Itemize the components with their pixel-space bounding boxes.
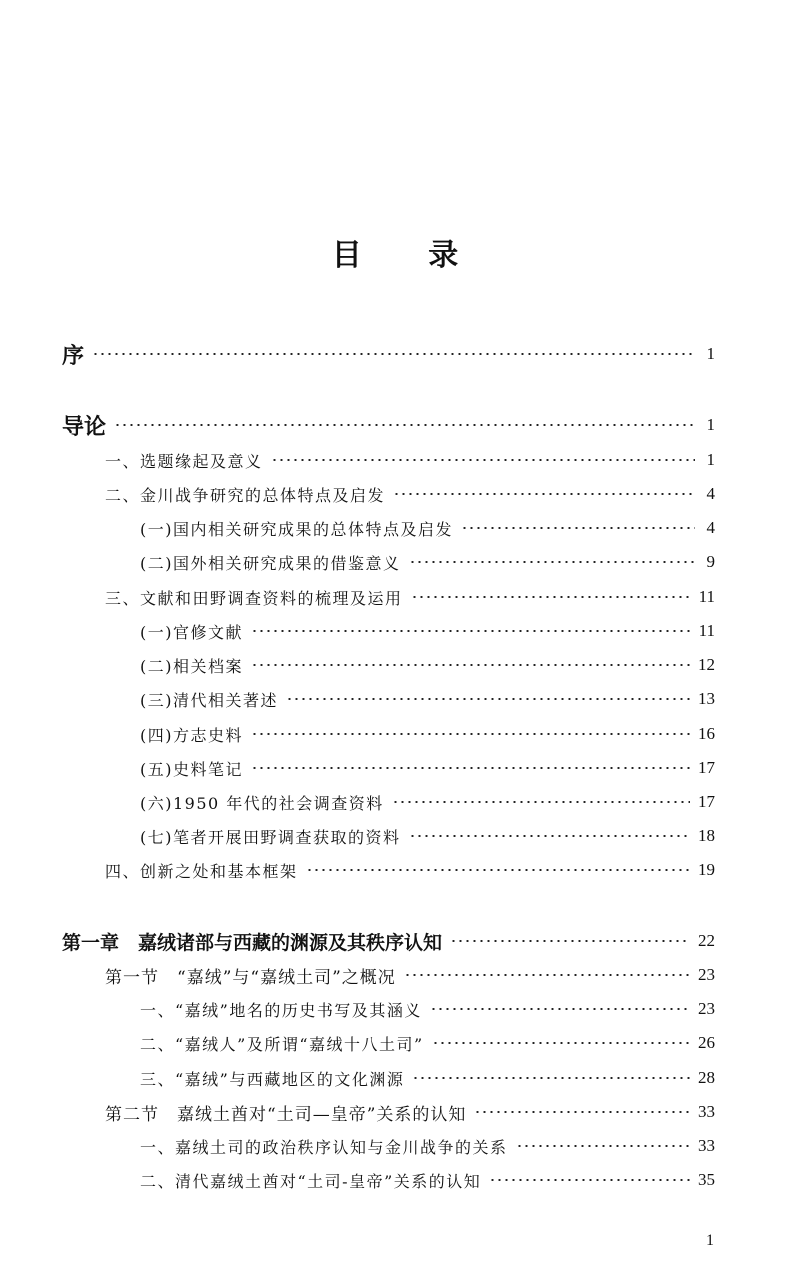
toc-entry-label: 第二节 嘉绒土酋对“土司—皇帝”关系的认知 xyxy=(105,1104,467,1125)
toc-entry-page: 11 xyxy=(698,621,715,640)
toc-entry-label: (五)史料笔记 xyxy=(140,759,243,779)
toc-entry[interactable] xyxy=(140,821,715,851)
toc-entry-page: 28 xyxy=(698,1068,715,1087)
leader-dots xyxy=(412,1077,690,1079)
leader-dots xyxy=(409,835,691,837)
toc-entry[interactable] xyxy=(140,684,715,714)
toc-entry-label: 一、“嘉绒”地名的历史书写及其涵义 xyxy=(140,1000,422,1020)
leader-dots xyxy=(92,353,695,355)
toc-entry[interactable] xyxy=(140,547,715,577)
toc-entry-section[interactable] xyxy=(105,1097,715,1127)
toc-entry-page: 12 xyxy=(698,655,715,674)
toc-title: 目 录 xyxy=(331,238,487,273)
toc-entry-page: 17 xyxy=(698,792,715,811)
toc-entry-introduction[interactable] xyxy=(62,410,715,440)
toc-entry[interactable] xyxy=(105,479,715,509)
toc-entry-label: (一)官修文献 xyxy=(140,622,243,642)
toc-entry-chapter-1[interactable] xyxy=(62,926,715,956)
leader-dots xyxy=(516,1145,690,1147)
toc-entry-label: 导论 xyxy=(62,414,107,440)
leader-dots xyxy=(411,596,691,598)
leader-dots xyxy=(430,1008,690,1010)
toc-entry-label: (七)笔者开展田野调查获取的资料 xyxy=(140,827,401,847)
toc-entry-page: 1 xyxy=(706,415,715,434)
toc-entry-page: 4 xyxy=(706,518,715,537)
toc-entry-page: 4 xyxy=(706,484,715,503)
toc-entry-section[interactable] xyxy=(105,960,715,990)
leader-dots xyxy=(409,561,696,563)
leader-dots xyxy=(251,630,691,632)
toc-entry-label: (一)国内相关研究成果的总体特点及启发 xyxy=(140,519,453,539)
toc-entry-label: 一、嘉绒土司的政治秩序认知与金川战争的关系 xyxy=(140,1137,508,1157)
toc-entry[interactable] xyxy=(140,1063,715,1093)
toc-entry-page: 33 xyxy=(698,1102,715,1121)
toc-entry-label: 第一章 嘉绒诸部与西藏的渊源及其秩序认知 xyxy=(62,931,443,954)
toc-entry-page: 33 xyxy=(698,1136,715,1155)
toc-entry[interactable] xyxy=(140,994,715,1024)
leader-dots xyxy=(286,698,690,700)
page-number: 1 xyxy=(706,1232,714,1249)
toc-entry-preface[interactable] xyxy=(62,339,715,369)
leader-dots xyxy=(251,664,690,666)
leader-dots xyxy=(489,1179,690,1181)
leader-dots xyxy=(251,767,690,769)
toc-entry-page: 35 xyxy=(698,1170,715,1189)
leader-dots xyxy=(450,940,690,942)
leader-dots xyxy=(114,424,695,426)
leader-dots xyxy=(404,974,690,976)
toc-entry-page: 16 xyxy=(698,724,715,743)
toc-entry-label: (六)1950 年代的社会调查资料 xyxy=(140,793,384,813)
toc-entry-label: 序 xyxy=(62,343,85,369)
toc-entry-label: (三)清代相关著述 xyxy=(140,690,278,710)
toc-entry-page: 23 xyxy=(698,965,715,984)
toc-entry-label: 二、金川战争研究的总体特点及启发 xyxy=(105,485,386,505)
toc-entry[interactable] xyxy=(140,513,715,543)
toc-entry[interactable] xyxy=(105,855,715,885)
toc-entry-page: 11 xyxy=(698,587,715,606)
toc-entry-page: 9 xyxy=(706,552,715,571)
toc-entry-label: (四)方志史料 xyxy=(140,725,243,745)
toc-entry-page: 17 xyxy=(698,758,715,777)
toc-entry[interactable] xyxy=(140,719,715,749)
toc-entry-page: 1 xyxy=(706,344,715,363)
toc-entry-page: 18 xyxy=(698,826,715,845)
toc-entry-page: 1 xyxy=(706,450,715,469)
leader-dots xyxy=(392,801,690,803)
toc-entry-label: 二、清代嘉绒土酋对“土司-皇帝”关系的认知 xyxy=(140,1171,482,1191)
leader-dots xyxy=(251,733,690,735)
toc-entry[interactable] xyxy=(140,753,715,783)
toc-entry[interactable] xyxy=(140,1131,715,1161)
toc-entry-label: 三、“嘉绒”与西藏地区的文化渊源 xyxy=(140,1069,405,1089)
toc-entry-label: (二)国外相关研究成果的借鉴意义 xyxy=(140,553,401,573)
toc-entry-label: 一、选题缘起及意义 xyxy=(105,451,263,471)
toc-entry-label: 第一节 “嘉绒”与“嘉绒土司”之概况 xyxy=(105,967,396,988)
toc-entry-label: (二)相关档案 xyxy=(140,656,243,676)
toc-entry-page: 23 xyxy=(698,999,715,1018)
toc-entry[interactable] xyxy=(140,650,715,680)
toc-entry-label: 三、文献和田野调查资料的梳理及运用 xyxy=(105,588,403,608)
toc-entry-label: 四、创新之处和基本框架 xyxy=(105,861,298,881)
toc-entry[interactable] xyxy=(140,1028,715,1058)
leader-dots xyxy=(474,1111,690,1113)
toc-entry[interactable] xyxy=(140,1165,715,1195)
toc-entry-page: 13 xyxy=(698,689,715,708)
toc-entry-page: 26 xyxy=(698,1033,715,1052)
toc-entry[interactable] xyxy=(105,582,715,612)
toc-entry[interactable] xyxy=(105,445,715,475)
toc-entry-page: 22 xyxy=(698,931,715,950)
toc-entry-page: 19 xyxy=(698,860,715,879)
toc-entry[interactable] xyxy=(140,787,715,817)
leader-dots xyxy=(306,869,690,871)
toc-entry-label: 二、“嘉绒人”及所谓“嘉绒十八土司” xyxy=(140,1034,424,1054)
leader-dots xyxy=(461,527,695,529)
leader-dots xyxy=(393,493,695,495)
toc-entry[interactable] xyxy=(140,616,715,646)
leader-dots xyxy=(432,1042,690,1044)
leader-dots xyxy=(271,459,695,461)
